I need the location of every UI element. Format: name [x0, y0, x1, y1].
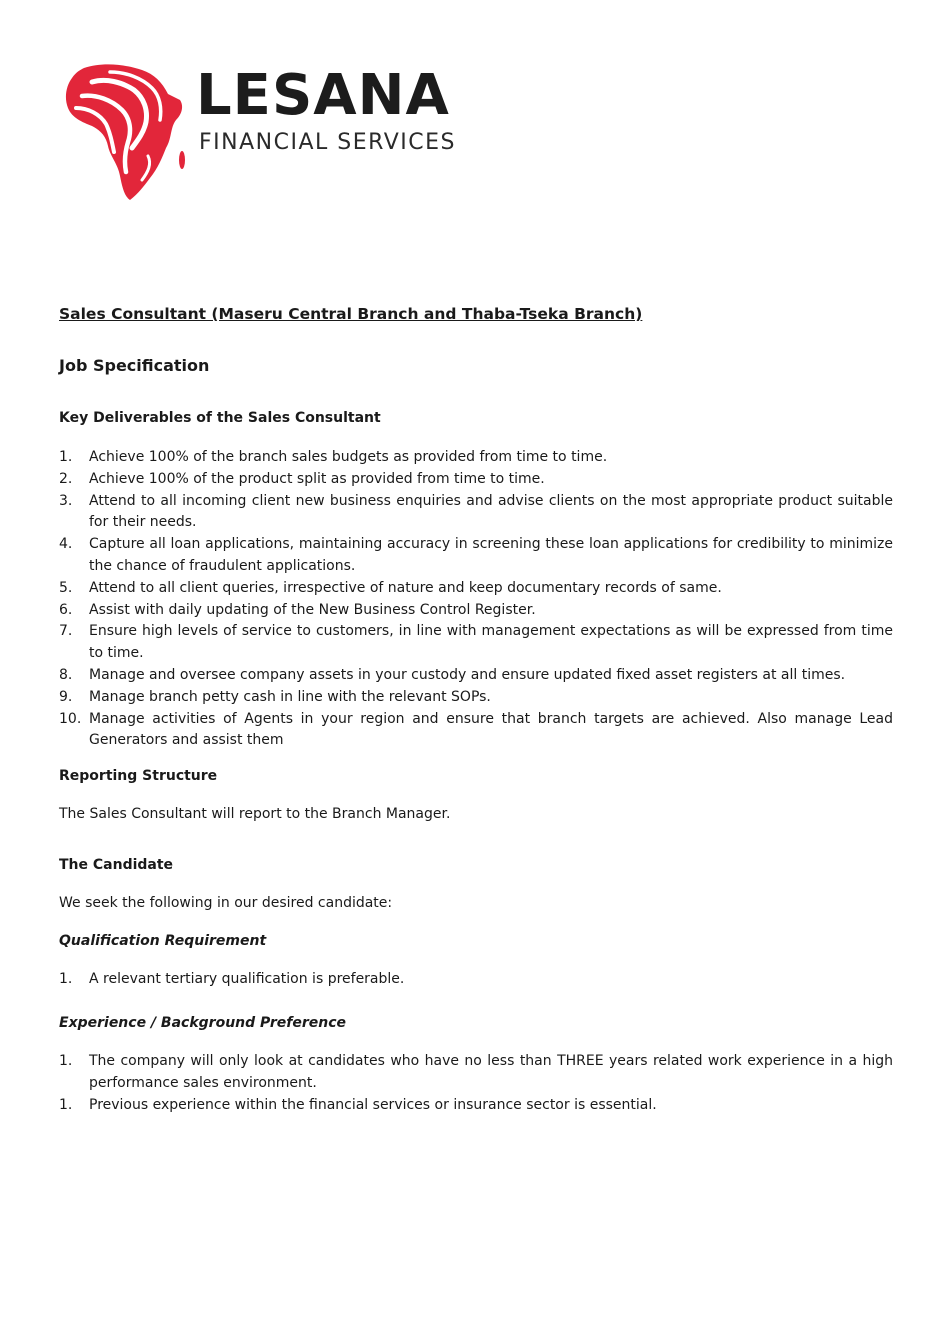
list-item: [59, 447, 893, 469]
list-item-number: 1.: [59, 971, 73, 987]
list-item: [59, 969, 893, 991]
brand-name: LESANA: [196, 63, 450, 128]
list-item-number: 10.: [59, 710, 82, 727]
experience-section: [59, 1013, 893, 1116]
list-item-text: Previous experience within the financial services or insurance sector is essential.: [89, 1096, 657, 1113]
list-item: [59, 1051, 893, 1095]
list-item-text: A relevant tertiary qualification is preferable.: [89, 971, 405, 987]
list-item-number: 4.: [59, 536, 73, 553]
list-item-number: 1.: [59, 449, 73, 465]
list-item: [59, 687, 893, 709]
list-item-text: Achieve 100% of the branch sales budgets as provided from time to time.: [89, 449, 608, 465]
list-item: [59, 534, 893, 578]
list-item: [59, 578, 893, 600]
list-item-number: 5.: [59, 579, 73, 596]
reporting-section: [59, 766, 893, 824]
list-item-number: 6.: [59, 601, 73, 618]
list-item: [59, 1095, 893, 1117]
brand-subtitle: FINANCIAL SERVICES: [199, 130, 456, 155]
list-item-text: Manage branch petty cash in line with the relevant SOPs.: [89, 688, 491, 705]
document-body: [59, 300, 893, 1113]
list-item-number: 1.: [59, 1053, 73, 1069]
list-item: [59, 491, 893, 535]
list-item-text: Attend to all incoming client new business enquiries and advise clients on the most appropriate product suitable for their needs.: [89, 492, 893, 531]
candidate-heading: The Candidate: [59, 857, 174, 873]
list-item: [59, 665, 893, 687]
page-title: Sales Consultant (Maseru Central Branch and Thaba-Tseka Branch): [59, 305, 643, 323]
candidate-intro: We seek the following in our desired candidate:: [59, 895, 393, 911]
list-item: [59, 621, 893, 665]
experience-heading: Experience / Background Preference: [59, 1015, 347, 1031]
list-item-number: 1.: [59, 1096, 73, 1113]
africa-map-logo-icon: [62, 60, 187, 202]
list-item-number: 8.: [59, 666, 73, 683]
list-item-text: Capture all loan applications, maintaining accuracy in screening these loan applications for credibility to minimize the chance of fraudulent applications.: [89, 536, 893, 574]
list-item-text: Attend to all client queries, irrespective of nature and keep documentary records of same.: [89, 579, 722, 596]
list-item-text: Ensure high levels of service to customers, in line with management expectations as will be expressed from time to time.: [89, 623, 893, 662]
qualification-heading: Qualification Requirement: [59, 933, 267, 949]
candidate-section: [59, 855, 893, 913]
list-item-number: 9.: [59, 688, 73, 705]
list-item: [59, 469, 893, 491]
company-logo: [62, 60, 482, 205]
list-item-text: Manage and oversee company assets in your custody and ensure updated fixed asset registers at all times.: [89, 666, 846, 683]
key-deliverables-heading: Key Deliverables of the Sales Consultant: [59, 410, 381, 426]
list-item: [59, 600, 893, 622]
key-deliverables-list: [59, 447, 893, 752]
key-deliverables-section: [59, 408, 893, 752]
qualification-list: [59, 969, 893, 991]
list-item: [59, 709, 893, 753]
qualification-section: [59, 931, 893, 991]
list-item-text: Achieve 100% of the product split as provided from time to time.: [89, 470, 545, 487]
job-spec-heading: Job Specification: [59, 356, 210, 375]
list-item-text: Assist with daily updating of the New Business Control Register.: [89, 601, 536, 618]
reporting-text: The Sales Consultant will report to the Branch Manager.: [59, 806, 451, 822]
list-item-number: 2.: [59, 470, 73, 487]
list-item-number: 3.: [59, 492, 73, 509]
experience-list: [59, 1051, 893, 1116]
reporting-heading: Reporting Structure: [59, 768, 218, 784]
list-item-number: 7.: [59, 623, 73, 640]
list-item-text: Manage activities of Agents in your region and ensure that branch targets are achieved. Also manage Lead Generators and assist them: [89, 710, 893, 749]
list-item-text: The company will only look at candidates who have no less than THREE years related work experience in a high performance sales environment.: [89, 1053, 893, 1091]
